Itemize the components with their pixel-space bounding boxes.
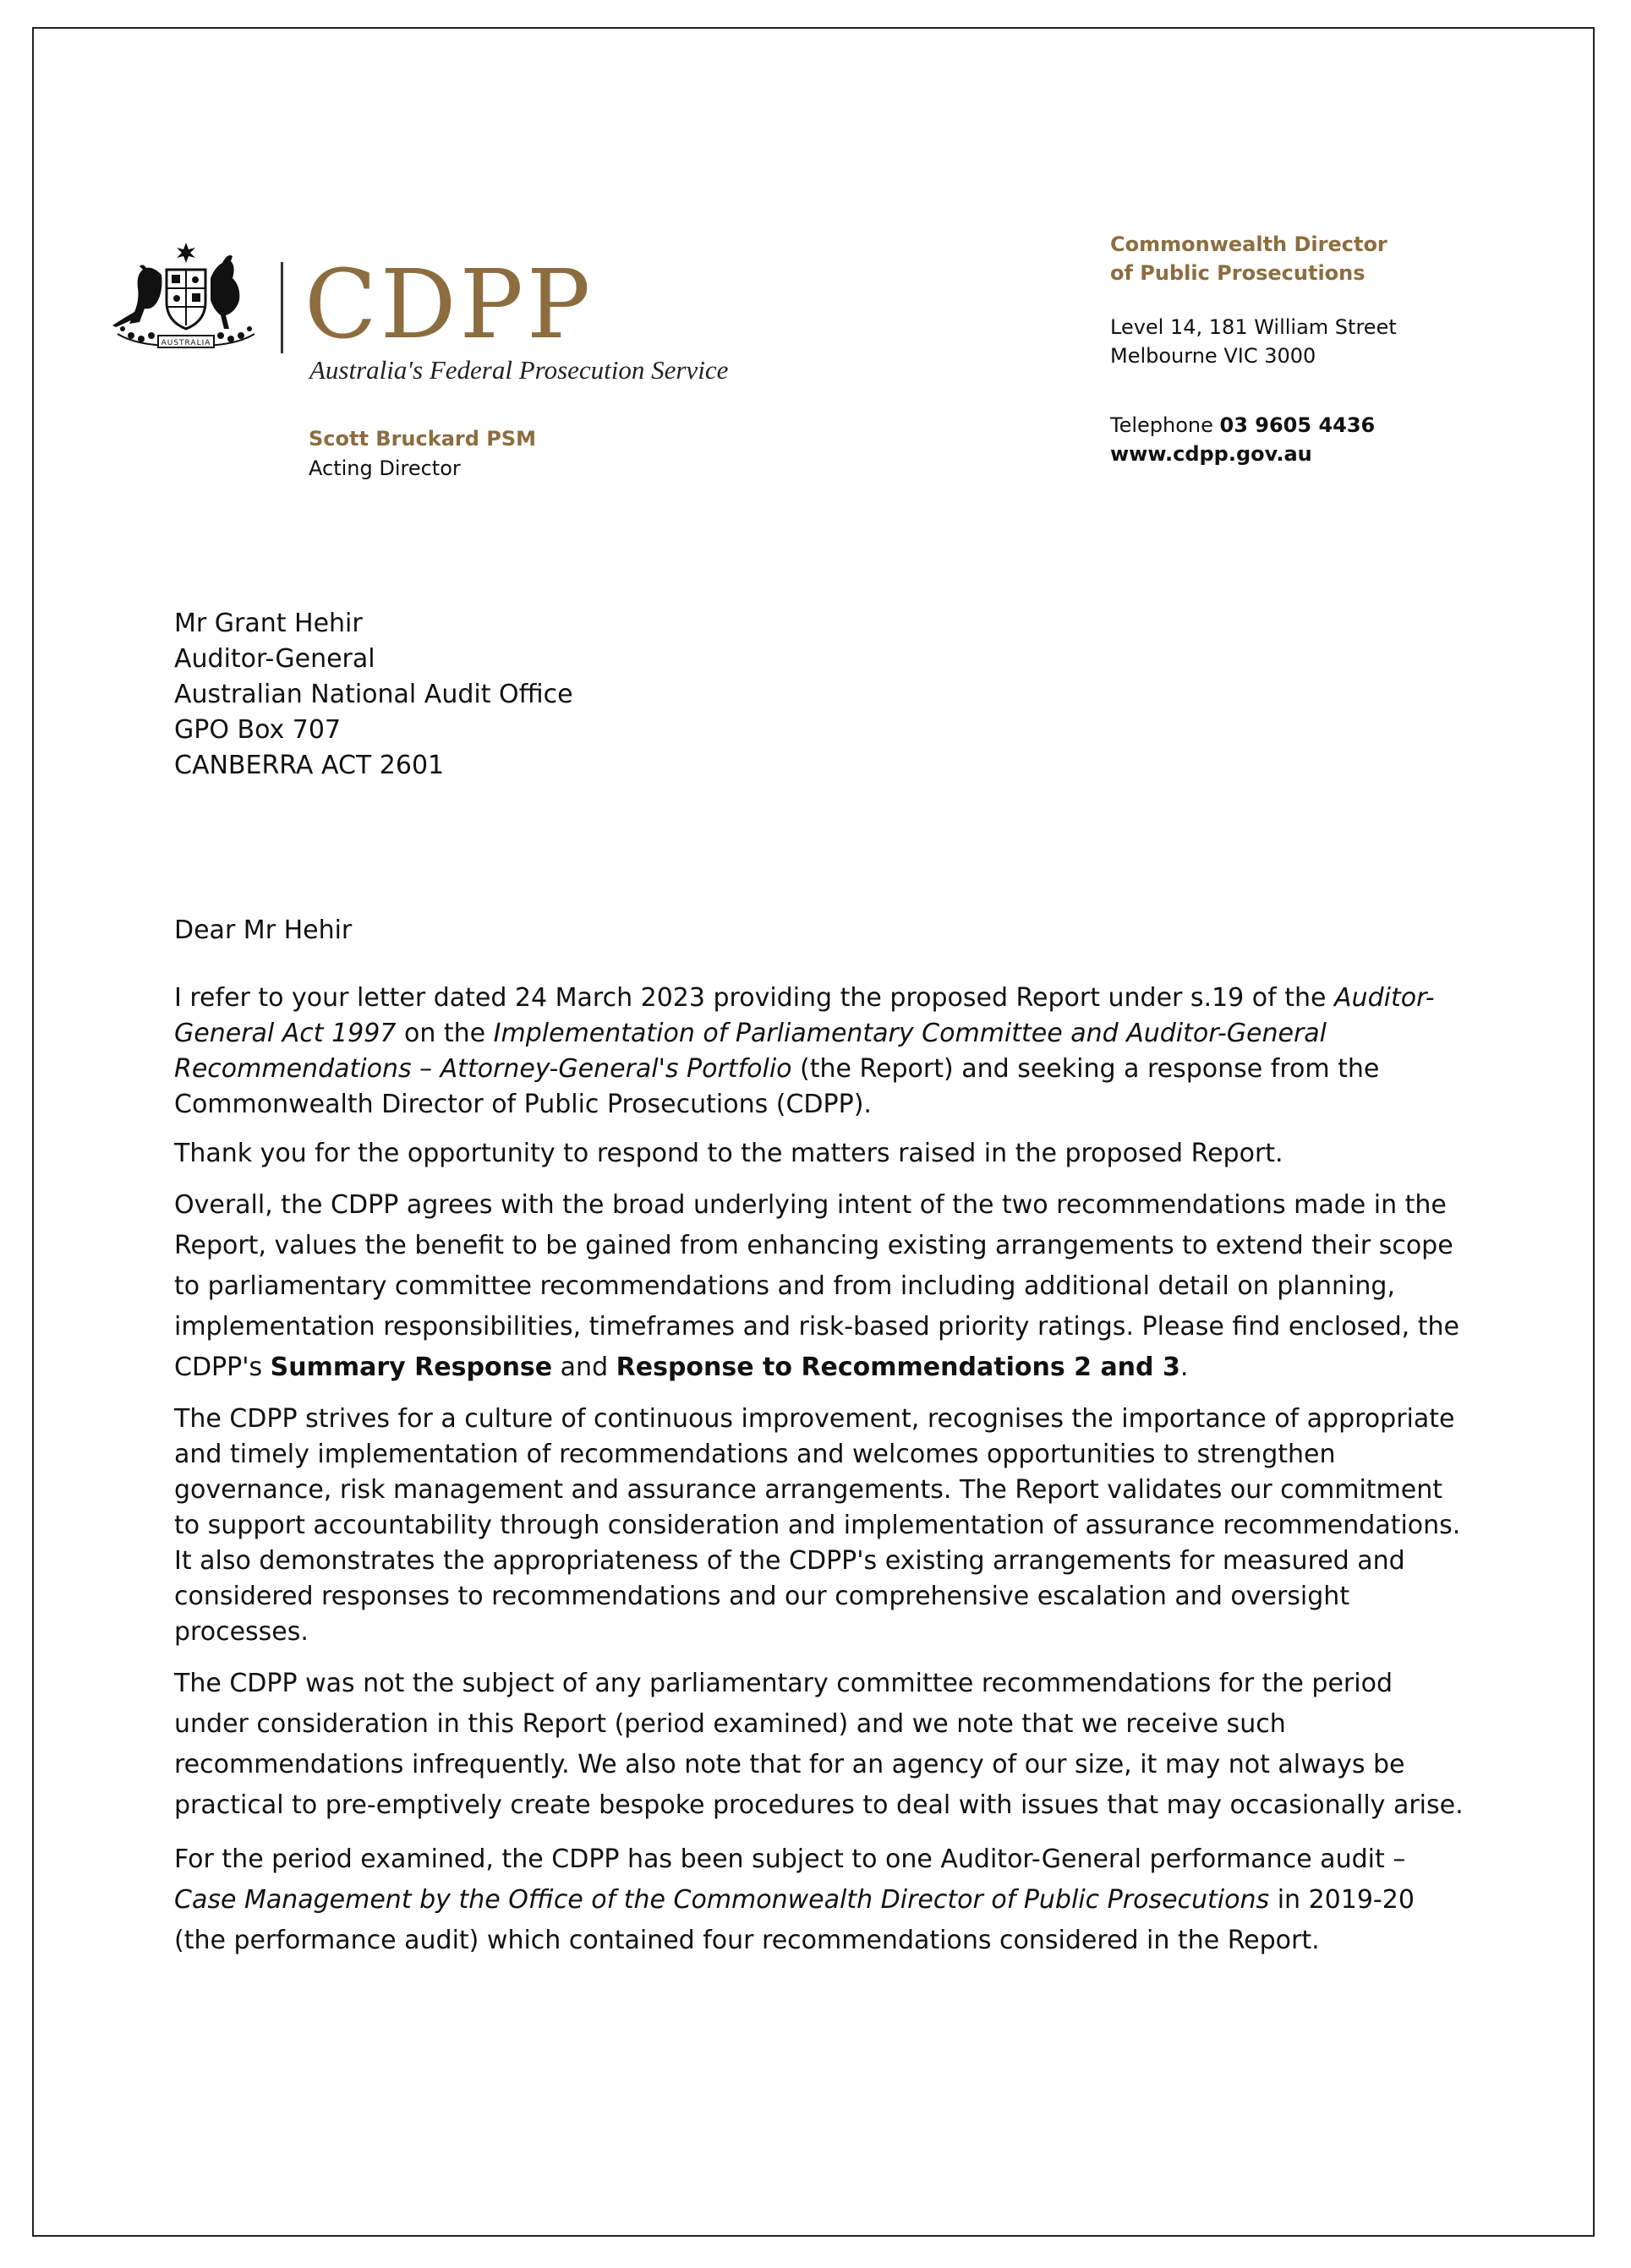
letter-body [174,913,1468,1975]
greeting: Dear Mr Hehir [174,915,353,945]
telephone-number: 03 9605 4436 [1219,413,1376,437]
telephone-label: Telephone [1110,413,1213,437]
paragraph-5: The CDPP was not the subject of any parliamentary committee recommendations for the period under consideration in this Report (period examined) and we note that we receive such recommendations infrequently. We also note that for an agency of our size, it may not always be practical to pre-emptively create bespoke procedures to deal with issues that may occasionally arise. [174,1669,1464,1820]
organisation-block [1110,230,1397,468]
recipient-organisation: Australian National Audit Office [174,680,573,709]
logo-divider [281,262,283,353]
paragraph-2: Thank you for the opportunity to respond to the matters raised in the proposed Report. [174,1139,1283,1168]
org-telephone [1110,411,1397,440]
website-link[interactable]: www.cdpp.gov.au [1110,442,1312,466]
org-address-line1: Level 14, 181 William Street [1110,315,1397,339]
sender-title: Acting Director [309,456,461,480]
recipient-name: Mr Grant Hehir [174,609,363,638]
paragraph-4: The CDPP strives for a culture of continuous improvement, recognises the importance of appropriate and timely implementation of recommendations and welcomes opportunities to strengthen governance, risk management and assurance arrangements. The Report validates our commitment to support accountability through consideration and implementation of assurance recommendations. It also demonstrates the appropriateness of the CDPP's existing arrangements for measured and considered responses to recommendations and our comprehensive escalation and oversight processes. [174,1404,1461,1647]
sender-block [309,424,536,484]
coat-of-arms-icon [106,241,266,355]
paragraph-1: I refer to your letter dated 24 March 2023 providing the proposed Report under s.19 of the Auditor-General Act 1997 on the Implementation of Parliamentary Committee and Auditor-General Recommendations – Attorney-General's Portfolio (the Report) and seeking a response from the Commonwealth Director of Public Prosecutions (CDPP). [174,983,1435,1119]
paragraph-6: For the period examined, the CDPP has been subject to one Auditor-General performance audit – Case Management by the Office of the Commonwealth Director of Public Prosecutions in 2019-20 (the performance audit) which contained four recommendations considered in the Report. [174,1844,1415,1955]
recipient-address [174,606,573,784]
recipient-po-box: GPO Box 707 [174,715,342,745]
sender-name: Scott Bruckard PSM [309,427,537,451]
logo-tagline: Australia's Federal Prosecution Service [309,355,729,385]
recipient-title: Auditor-General [174,644,375,674]
recipient-city: CANBERRA ACT 2601 [174,751,445,780]
cdpp-wordmark: CDPP [304,250,594,360]
org-name-line2: of Public Prosecutions [1110,261,1366,285]
paragraph-3: Overall, the CDPP agrees with the broad underlying intent of the two recommendations made in the Report, values the benefit to be gained from enhancing existing arrangements to extend their scope to parliamentary committee recommendations and from including additional detail on planning, implementation responsibilities, timeframes and risk-based priority ratings. Please find enclosed, the CDPP's Summary Response and Response to Recommendations 2 and 3. [174,1190,1459,1382]
org-name-line1: Commonwealth Director [1110,232,1387,256]
svg-text:AUSTRALIA: AUSTRALIA [161,339,211,347]
org-address-line2: Melbourne VIC 3000 [1110,344,1316,368]
